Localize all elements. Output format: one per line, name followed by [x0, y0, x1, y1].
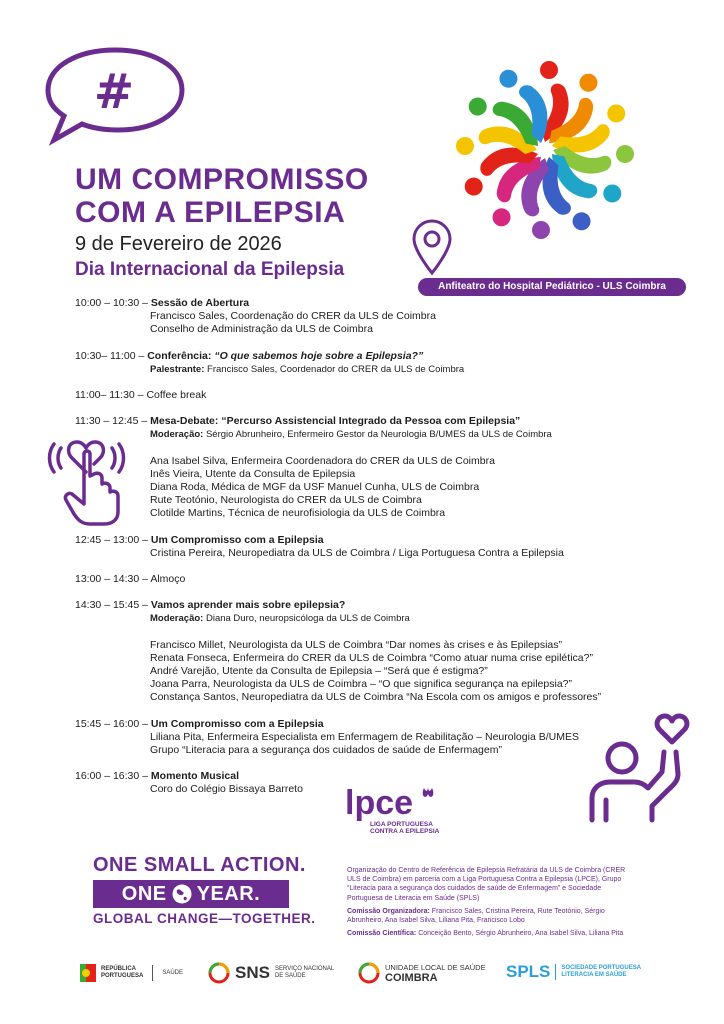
session-title: Um Compromisso com a Epilepsia [150, 717, 324, 730]
session-detail: Grupo “Literacia para a segurança dos cuidados de saúde de Enfermagem” [150, 744, 502, 757]
footer-logos [80, 962, 660, 988]
session-commitment-1 [75, 534, 635, 560]
colorful-people-flower-logo [445, 50, 645, 250]
session-time: 14:30 – 15:45 – [75, 599, 151, 612]
page-title [75, 163, 369, 229]
role-label: Moderação: [150, 613, 204, 625]
republica-line-2: PORTUGUESA [101, 973, 144, 979]
speaker: Rute Teotónio, Neurologista do CRER da ULS de Coimbra [150, 494, 422, 507]
sns-sub-2: DE SAÚDE [274, 973, 306, 979]
session-title: Vamos aprender mais sobre epilepsia? [150, 599, 346, 612]
person-holding-heart-icon [572, 712, 698, 826]
scientific-committee-text: Conceição Bento, Sérgio Abrunheiro, Ana Isabel Silva, Liliana Pita [416, 930, 624, 938]
session-debate [75, 415, 635, 520]
session-title: Coffee break [146, 389, 207, 402]
speaker: Francisco Millet, Neurologista da ULS de Coimbra “Dar nomes às crises e às Epilepsias” [150, 638, 562, 651]
session-time: 13:00 – 14:30 – [75, 573, 151, 586]
session-time: 10:30– 11:00 – [75, 349, 148, 362]
sns-label: SNS [235, 963, 270, 982]
sns-sub-1: SERVIÇO NACIONAL [274, 966, 335, 972]
role-text: Francisco Sales, Coordenador do CRER da ULS de Coimbra [204, 363, 465, 375]
session-time: 11:30 – 12:45 – [75, 415, 151, 428]
globe-icon [171, 883, 193, 905]
session-title: Momento Musical [150, 770, 239, 783]
portugal-flag-icon [80, 962, 96, 984]
title-line-2: COM A EPILEPSIA [75, 196, 346, 229]
hash-symbol: # [93, 64, 135, 120]
spls-sub-2: LITERACIA EM SAÚDE [561, 972, 627, 978]
session-title: Almoço [150, 573, 186, 586]
republica-line-1: REPÚBLICA [101, 966, 137, 972]
session-title: Mesa-Debate: “Percurso Assistencial Integrado da Pessoa com Epilepsia” [150, 415, 521, 428]
session-commitment-2 [75, 718, 635, 758]
spls-sub-1: SOCIEDADE PORTUGUESA [561, 965, 642, 971]
role-label: Moderação: [150, 429, 204, 441]
campaign-logo [93, 854, 316, 926]
venue-badge: Anfiteatro do Hospital Pediátrico - ULS Coimbra [418, 278, 686, 296]
speaker: André Varejão, Utente da Consulta de Epilepsia – “Será que é estigma?” [150, 665, 488, 678]
session-detail: Conselho de Administração da ULS de Coimbra [150, 323, 373, 336]
speaker: Diana Roda, Médica de MGF da USF Manuel Cunha, ULS de Coimbra [150, 481, 480, 494]
speaker: Inês Vieira, Utente da Consulta de Epilepsia [150, 467, 356, 480]
location-pin-icon [411, 218, 453, 276]
session-coffee-break [75, 389, 635, 402]
hand-touching-heart-icon [44, 432, 129, 527]
title-line-1: UM COMPROMISSO [75, 163, 369, 196]
sns-symbol-icon [208, 962, 230, 984]
spls-logo [506, 962, 641, 982]
speaker: Ana Isabel Silva, Enfermeira Coordenadora do CRER da ULS de Coimbra [150, 454, 495, 467]
republica-portuguesa-logo [80, 962, 183, 984]
speaker: Clotilde Martins, Técnica de neurofisiologia da ULS de Coimbra [150, 507, 446, 520]
campaign-line-3: GLOBAL CHANGE—TOGETHER. [93, 911, 316, 926]
scientific-committee-label: Comissão Científica: [347, 930, 417, 938]
session-opening [75, 297, 635, 337]
session-detail: Coro do Colégio Bissaya Barreto [150, 783, 303, 796]
campaign-line-2b: YEAR. [196, 883, 261, 905]
uls-coimbra-logo [358, 962, 486, 984]
spls-label: SPLS [506, 962, 551, 981]
uls-symbol-icon [358, 962, 380, 984]
session-detail: Francisco Sales, Coordenação do CRER da ULS de Coimbra [150, 310, 436, 323]
session-time: 15:45 – 16:00 – [75, 717, 151, 730]
role-text: Diana Duro, neuropsicóloga da ULS de Coimbra [203, 613, 410, 625]
role-label: Palestrante: [150, 363, 205, 375]
organizing-committee-label: Comissão Organizadora: [347, 907, 430, 915]
session-title: Um Compromisso com a Epilepsia [150, 533, 324, 546]
session-detail: Cristina Pereira, Neuropediatra da ULS de Coimbra / Liga Portuguesa Contra a Epilepsia [150, 546, 564, 559]
session-time: 11:00– 11:30 – [75, 389, 147, 402]
speaker: Joana Parra, Neurologista da ULS de Coimbra – “O que significa segurança na epilepsia?” [150, 678, 572, 691]
uls-line-1: UNIDADE LOCAL DE SAÚDE [385, 962, 486, 972]
session-time: 12:45 – 13:00 – [75, 533, 151, 546]
lpce-tagline-2: CONTRA A EPILEPSIA [370, 828, 440, 835]
organization-text: Organização do Centro de Referência de Epilepsia Refratária da ULS de Coimbra (CRER ULS de Coimbra) em parceria com a Liga Portuguesa Contra a Epilepsia (LPCE), Grupo “Literacia para a segurança dos cuidados de saúde de Enfermagem” e Sociedade Portuguesa de Literacia em Saúde (SPLS) [347, 867, 626, 902]
hashtag-speech-bubble-icon [42, 44, 188, 146]
organization-info [347, 866, 637, 942]
speaker: Renata Fonseca, Enfermeira do CRER da ULS de Coimbra “Como atuar numa crise epilética?” [150, 651, 593, 664]
organizing-committee-text: Francisco Sales, Cristina Pereira, Rute Teotónio, Sérgio Abrunheiro, Ana Isabel Silva, Liliana Pita, Francisco Lobo [347, 907, 605, 925]
lpce-name: lpce [345, 784, 414, 822]
session-title: Conferência: [147, 349, 215, 362]
lpce-logo [340, 782, 470, 836]
session-lunch [75, 573, 635, 586]
saude-label: SAÚDE [162, 969, 184, 976]
session-detail: Liliana Pita, Enfermeira Especialista em Enfermagem de Reabilitação – Neurologia B/UMES [150, 730, 579, 743]
speaker: Constança Santos, Neuropediatra da ULS de Coimbra “Na Escola com os amigos e professores” [150, 691, 602, 704]
session-learn [75, 599, 635, 704]
sns-logo [208, 962, 334, 984]
campaign-line-1: ONE SMALL ACTION. [93, 854, 306, 876]
event-name: Dia Internacional da Epilepsia [75, 259, 345, 280]
campaign-line-2 [93, 880, 289, 908]
session-time: 16:00 – 16:30 – [75, 770, 151, 783]
session-time: 10:00 – 10:30 – [75, 297, 151, 309]
uls-line-2: COIMBRA [385, 971, 438, 984]
session-title: Sessão de Abertura [150, 297, 250, 309]
event-date: 9 de Fevereiro de 2026 [75, 233, 282, 255]
session-conference [75, 350, 635, 376]
lpce-tagline-1: LIGA PORTUGUESA [370, 821, 433, 828]
campaign-line-2a: ONE [121, 883, 167, 905]
session-title-quote: “O que sabemos hoje sobre a Epilepsia?” [214, 349, 424, 362]
program-schedule [75, 297, 635, 797]
role-text: Sérgio Abrunheiro, Enfermeiro Gestor da Neurologia B/UMES da ULS de Coimbra [203, 429, 552, 441]
